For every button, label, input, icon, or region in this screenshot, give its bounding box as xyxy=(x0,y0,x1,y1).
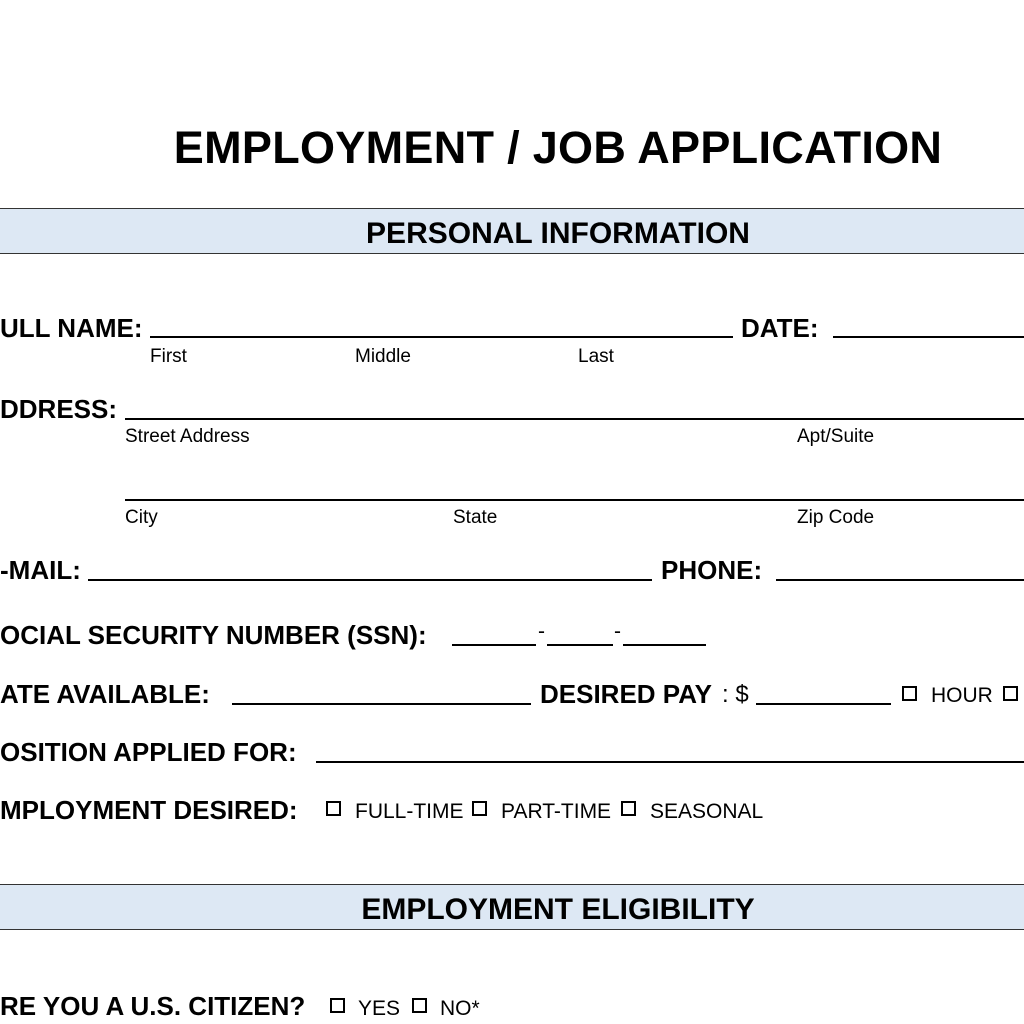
pay-period-checkbox[interactable] xyxy=(1003,686,1018,701)
state-caption: State xyxy=(453,507,498,528)
full-name-field[interactable] xyxy=(150,336,733,338)
citizen-yes-label: YES xyxy=(358,997,401,1020)
date-available-field[interactable] xyxy=(232,703,531,705)
last-name-caption: Last xyxy=(578,346,614,367)
date-available-label: ATE AVAILABLE: xyxy=(0,679,210,709)
date-field[interactable] xyxy=(833,336,1024,338)
section-title-personal: PERSONAL INFORMATION xyxy=(366,217,750,250)
desired-pay-field[interactable] xyxy=(756,703,891,705)
phone-label: PHONE: xyxy=(661,555,763,585)
desired-pay-currency: : $ xyxy=(722,681,749,708)
citizen-no-checkbox[interactable] xyxy=(412,998,427,1013)
part-time-checkbox[interactable] xyxy=(472,801,487,816)
street-address-field[interactable] xyxy=(125,418,1024,420)
middle-name-caption: Middle xyxy=(355,346,411,367)
street-address-caption: Street Address xyxy=(125,426,250,447)
address-label: DDRESS: xyxy=(0,394,118,424)
section-title-eligibility: EMPLOYMENT ELIGIBILITY xyxy=(361,893,755,926)
desired-pay-label: DESIRED PAY xyxy=(540,679,712,709)
citizen-question-label: RE YOU A U.S. CITIZEN? xyxy=(0,991,306,1021)
apt-suite-caption: Apt/Suite xyxy=(797,426,875,447)
hour-option-label: HOUR xyxy=(931,684,993,707)
ssn-field-part-1[interactable] xyxy=(452,644,536,646)
first-name-caption: First xyxy=(150,346,187,367)
form-title: EMPLOYMENT / JOB APPLICATION xyxy=(173,122,943,173)
city-caption: City xyxy=(125,507,158,528)
citizen-no-label: NO* xyxy=(440,997,480,1020)
full-name-label: ULL NAME: xyxy=(0,313,143,343)
hour-checkbox[interactable] xyxy=(902,686,917,701)
email-field[interactable] xyxy=(88,579,652,581)
city-state-zip-field[interactable] xyxy=(125,499,1024,501)
seasonal-checkbox[interactable] xyxy=(621,801,636,816)
citizen-yes-checkbox[interactable] xyxy=(330,998,345,1013)
ssn-field-part-2[interactable] xyxy=(547,644,613,646)
date-label: DATE: xyxy=(741,313,819,343)
position-field[interactable] xyxy=(316,761,1024,763)
zip-code-caption: Zip Code xyxy=(797,507,875,528)
section-header-eligibility xyxy=(0,884,1024,930)
position-label: OSITION APPLIED FOR: xyxy=(0,737,297,767)
full-time-option-label: FULL-TIME xyxy=(355,800,464,823)
ssn-separator-1: - xyxy=(538,620,545,643)
employment-desired-label: MPLOYMENT DESIRED: xyxy=(0,795,298,825)
section-header-personal xyxy=(0,208,1024,254)
full-time-checkbox[interactable] xyxy=(326,801,341,816)
ssn-field-part-3[interactable] xyxy=(623,644,706,646)
email-label: -MAIL: xyxy=(0,555,81,585)
ssn-label: OCIAL SECURITY NUMBER (SSN): xyxy=(0,620,427,650)
phone-field[interactable] xyxy=(776,579,1024,581)
part-time-option-label: PART-TIME xyxy=(501,800,612,823)
seasonal-option-label: SEASONAL xyxy=(650,800,764,823)
ssn-separator-2: - xyxy=(614,620,621,643)
